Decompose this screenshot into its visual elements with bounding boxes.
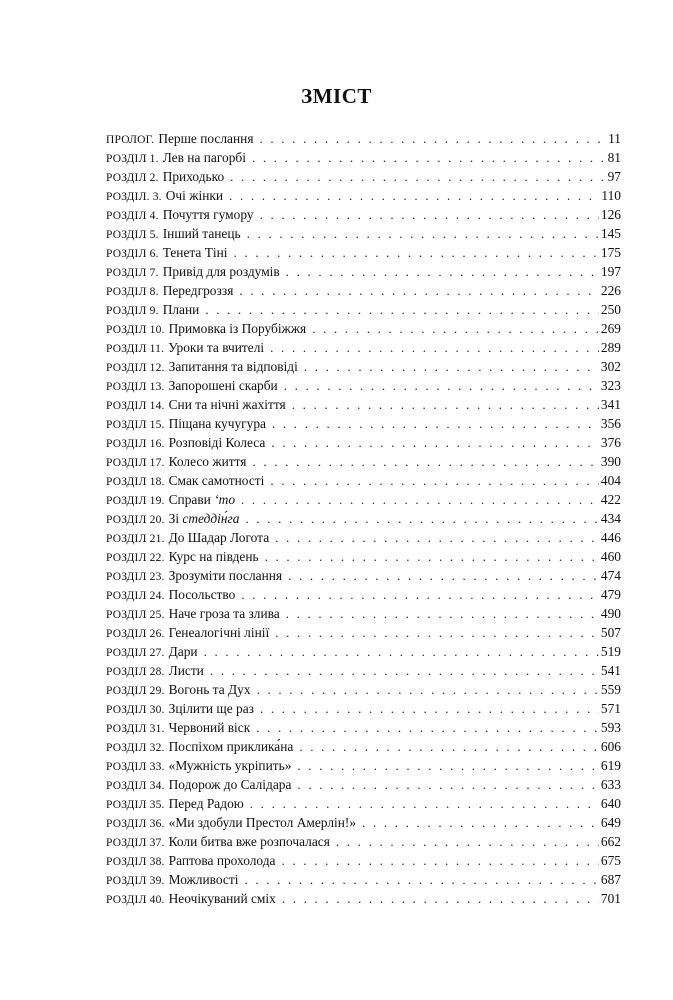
page-number: 519 [600, 644, 621, 659]
toc-entry[interactable] [106, 452, 621, 471]
toc-entry[interactable] [106, 642, 621, 661]
toc-entry[interactable] [106, 490, 621, 509]
dot-leader [336, 832, 599, 851]
chapter-title: Почуття гумору [162, 207, 254, 222]
chapter-number: РОЗДІЛ 33. [106, 761, 165, 773]
page-number: 390 [600, 454, 621, 469]
dot-leader [204, 642, 599, 661]
dot-leader [286, 262, 599, 281]
chapter-title: Перед Радою [168, 796, 244, 811]
chapter-number: РОЗДІЛ 14. [106, 400, 165, 412]
toc-entry[interactable] [106, 756, 621, 775]
dot-leader [271, 433, 599, 452]
toc-entry[interactable] [106, 585, 621, 604]
page-number: 474 [600, 568, 621, 583]
chapter-title: Генеалогічні лінії [168, 625, 270, 640]
chapter-number: РОЗДІЛ 24. [106, 590, 165, 602]
dot-leader [275, 623, 599, 642]
page-number: 662 [600, 834, 621, 849]
chapter-title: Подорож до Салідара [168, 777, 292, 792]
page-number: 649 [600, 815, 621, 830]
toc-entry[interactable] [106, 794, 621, 813]
toc-entry[interactable] [106, 832, 621, 851]
chapter-number: РОЗДІЛ 9. [106, 305, 159, 317]
toc-entry[interactable] [106, 509, 621, 528]
toc-entry[interactable] [106, 414, 621, 433]
dot-leader [260, 205, 599, 224]
toc-entry[interactable] [106, 889, 621, 908]
toc-entry[interactable] [106, 623, 621, 642]
chapter-number: РОЗДІЛ 12. [106, 362, 165, 374]
dot-leader [244, 870, 598, 889]
dot-leader [252, 452, 598, 471]
page-number: 593 [600, 720, 621, 735]
toc-entry[interactable] [106, 870, 621, 889]
chapter-title: Зцілити ще раз [168, 701, 254, 716]
dot-leader [257, 680, 599, 699]
page-number: 97 [607, 169, 621, 184]
toc-entry[interactable] [106, 528, 621, 547]
chapter-number: РОЗДІЛ 21. [106, 533, 165, 545]
dot-leader [272, 414, 599, 433]
page-number: 197 [600, 264, 621, 279]
page-number: 175 [600, 245, 621, 260]
toc-entry[interactable] [106, 471, 621, 490]
toc-entry[interactable] [106, 433, 621, 452]
toc-entry[interactable] [106, 300, 621, 319]
chapter-number: РОЗДІЛ 19. [106, 495, 165, 507]
page-number: 422 [600, 492, 621, 507]
page-number: 606 [600, 739, 621, 754]
dot-leader [362, 813, 599, 832]
chapter-title: Посольство [168, 587, 236, 602]
chapter-title: Зі стеддін́га [168, 511, 240, 526]
page-number: 250 [600, 302, 621, 317]
page-number: 11 [608, 131, 621, 146]
chapter-title: До Шадар Логота [168, 530, 270, 545]
chapter-title: Розповіді Колеса [168, 435, 266, 450]
toc-entry[interactable] [106, 566, 621, 585]
toc-entry[interactable] [106, 547, 621, 566]
chapter-number: РОЗДІЛ 34. [106, 780, 165, 792]
toc-entry[interactable] [106, 775, 621, 794]
dot-leader [299, 737, 599, 756]
chapter-number: РОЗДІЛ 26. [106, 628, 165, 640]
toc-entry[interactable] [106, 661, 621, 680]
chapter-number: РОЗДІЛ 20. [106, 514, 165, 526]
chapter-title: Приходько [162, 169, 225, 184]
chapter-number: ПРОЛОГ. [106, 134, 155, 146]
toc-entry[interactable] [106, 129, 621, 148]
dot-leader [270, 471, 599, 490]
toc-entry[interactable] [106, 357, 621, 376]
toc-entry[interactable] [106, 680, 621, 699]
toc-entry[interactable] [106, 737, 621, 756]
chapter-number: РОЗДІЛ 7. [106, 267, 159, 279]
toc-entry[interactable] [106, 148, 621, 167]
dot-leader [256, 718, 599, 737]
page-number: 640 [600, 796, 621, 811]
dot-leader [304, 357, 599, 376]
page-number: 269 [600, 321, 621, 336]
chapter-number: РОЗДІЛ 40. [106, 894, 165, 906]
chapter-number: РОЗДІЛ 6. [106, 248, 159, 260]
page-number: 571 [600, 701, 621, 716]
chapter-number: РОЗДІЛ 17. [106, 457, 165, 469]
toc-entry[interactable] [106, 376, 621, 395]
chapter-number: РОЗДІЛ 30. [106, 704, 165, 716]
page-number: 323 [600, 378, 621, 393]
toc-entry[interactable] [106, 224, 621, 243]
dot-leader [241, 490, 599, 509]
toc-entry[interactable] [106, 604, 621, 623]
chapter-title: Зрозуміти послання [168, 568, 283, 583]
toc-entry[interactable] [106, 205, 621, 224]
chapter-number: РОЗДІЛ 38. [106, 856, 165, 868]
chapter-title: Коли битва вже розпочалася [168, 834, 330, 849]
dot-leader [312, 319, 599, 338]
dot-leader [205, 300, 599, 319]
dot-leader [265, 547, 599, 566]
dot-leader [247, 224, 599, 243]
chapter-number: РОЗДІЛ 32. [106, 742, 165, 754]
chapter-number: РОЗДІЛ 5. [106, 229, 159, 241]
page-title: ЗМІСТ [301, 84, 372, 108]
chapter-number: РОЗДІЛ 23. [106, 571, 165, 583]
chapter-number: РОЗДІЛ 8. [106, 286, 159, 298]
page-number: 145 [600, 226, 621, 241]
chapter-number: РОЗДІЛ 13. [106, 381, 165, 393]
chapter-number: РОЗДІЛ 37. [106, 837, 165, 849]
chapter-title: Сни та нічні жахіття [168, 397, 286, 412]
chapter-number: РОЗДІЛ 29. [106, 685, 165, 697]
page-number: 81 [607, 150, 621, 165]
chapter-title: Привід для роздумів [162, 264, 280, 279]
chapter-number: РОЗДІЛ. 3. [106, 191, 162, 203]
chapter-number: РОЗДІЛ 36. [106, 818, 165, 830]
chapter-title: Уроки та вчителі [168, 340, 265, 355]
chapter-title: Плани [162, 302, 200, 317]
dot-leader [275, 528, 599, 547]
dot-leader [286, 604, 599, 623]
page-number: 633 [600, 777, 621, 792]
chapter-title: Неочікуваний сміх [168, 891, 276, 906]
dot-leader [282, 889, 599, 908]
page-number: 356 [600, 416, 621, 431]
chapter-number: РОЗДІЛ 35. [106, 799, 165, 811]
page-number: 701 [600, 891, 621, 906]
chapter-title: Перше послання [158, 131, 254, 146]
page-number: 460 [600, 549, 621, 564]
page-number: 559 [600, 682, 621, 697]
toc-entry[interactable] [106, 262, 621, 281]
toc-entry[interactable] [106, 813, 621, 832]
toc-entry[interactable] [106, 718, 621, 737]
page-number: 675 [600, 853, 621, 868]
dot-leader [288, 566, 599, 585]
chapter-title: Колесо життя [168, 454, 247, 469]
chapter-number: РОЗДІЛ 16. [106, 438, 165, 450]
chapter-title: Примовка із Порубіжжя [168, 321, 307, 336]
toc-entry[interactable] [106, 395, 621, 414]
page-number: 490 [600, 606, 621, 621]
dot-leader [292, 395, 599, 414]
dot-leader [252, 148, 606, 167]
toc-entry[interactable] [106, 319, 621, 338]
toc-entry[interactable] [106, 699, 621, 718]
chapter-title: Інший танець [162, 226, 241, 241]
page-number: 126 [600, 207, 621, 222]
dot-leader [241, 585, 599, 604]
chapter-title: «Мужність укріпить» [168, 758, 292, 773]
page-number: 376 [600, 435, 621, 450]
chapter-title: Раптова прохолода [168, 853, 276, 868]
dot-leader [230, 167, 605, 186]
dot-leader [260, 699, 599, 718]
dot-leader [210, 661, 599, 680]
chapter-title: Лев на пагорбі [162, 150, 246, 165]
page-number: 302 [600, 359, 621, 374]
dot-leader [284, 376, 599, 395]
page-number: 541 [600, 663, 621, 678]
page-number: 341 [600, 397, 621, 412]
chapter-title: Запитання та відповіді [168, 359, 298, 374]
dot-leader [234, 243, 599, 262]
chapter-number: РОЗДІЛ 10. [106, 324, 165, 336]
chapter-number: РОЗДІЛ 25. [106, 609, 165, 621]
page-number: 619 [600, 758, 621, 773]
toc-entry[interactable] [106, 851, 621, 870]
page-number: 446 [600, 530, 621, 545]
chapter-number: РОЗДІЛ 39. [106, 875, 165, 887]
chapter-number: РОЗДІЛ 28. [106, 666, 165, 678]
page-number: 226 [600, 283, 621, 298]
page-number: 110 [601, 188, 621, 203]
chapter-title: Червоний віск [168, 720, 251, 735]
chapter-number: РОЗДІЛ 27. [106, 647, 165, 659]
chapter-title-italic: ‘то [214, 492, 236, 507]
chapter-title: Тенета Тіні [162, 245, 228, 260]
chapter-title: Поспіхом приклика́на [168, 739, 294, 754]
dot-leader [229, 186, 599, 205]
chapter-title: Піщана кучугура [168, 416, 266, 431]
chapter-number: РОЗДІЛ 31. [106, 723, 165, 735]
dot-leader [297, 775, 598, 794]
chapter-title: Справи ‘то [168, 492, 236, 507]
chapter-title: «Ми здобули Престол Амерлін!» [168, 815, 357, 830]
chapter-title: Дари [168, 644, 198, 659]
dot-leader [297, 756, 599, 775]
page-number: 687 [600, 872, 621, 887]
toc-entry[interactable] [106, 338, 621, 357]
chapter-title-italic: стеддін́га [182, 511, 240, 526]
page-number: 404 [600, 473, 621, 488]
dot-leader [245, 509, 598, 528]
chapter-number: РОЗДІЛ 11. [106, 343, 165, 355]
toc-entry[interactable] [106, 186, 621, 205]
chapter-title: Листи [168, 663, 204, 678]
chapter-number: РОЗДІЛ 1. [106, 153, 159, 165]
chapter-number: РОЗДІЛ 15. [106, 419, 165, 431]
toc-entry[interactable] [106, 281, 621, 300]
chapter-number: РОЗДІЛ 18. [106, 476, 165, 488]
chapter-title: Смак самотності [168, 473, 265, 488]
dot-leader [239, 281, 599, 300]
dot-leader [282, 851, 599, 870]
chapter-title: Вогонь та Дух [168, 682, 251, 697]
page-number: 289 [600, 340, 621, 355]
page-number: 434 [600, 511, 621, 526]
page-number: 507 [600, 625, 621, 640]
dot-leader [250, 794, 599, 813]
dot-leader [270, 338, 599, 357]
chapter-number: РОЗДІЛ 22. [106, 552, 165, 564]
chapter-title: Передгроззя [162, 283, 234, 298]
toc-entry[interactable] [106, 167, 621, 186]
chapter-title: Запорошені скарби [168, 378, 278, 393]
chapter-number: РОЗДІЛ 4. [106, 210, 159, 222]
dot-leader [259, 129, 606, 148]
page-number: 479 [600, 587, 621, 602]
chapter-title: Курс на південь [168, 549, 259, 564]
chapter-title: Очі жінки [165, 188, 224, 203]
chapter-title: Можливості [168, 872, 239, 887]
chapter-title: Наче гроза та злива [168, 606, 280, 621]
table-of-contents [106, 129, 621, 908]
toc-entry[interactable] [106, 243, 621, 262]
chapter-number: РОЗДІЛ 2. [106, 172, 159, 184]
